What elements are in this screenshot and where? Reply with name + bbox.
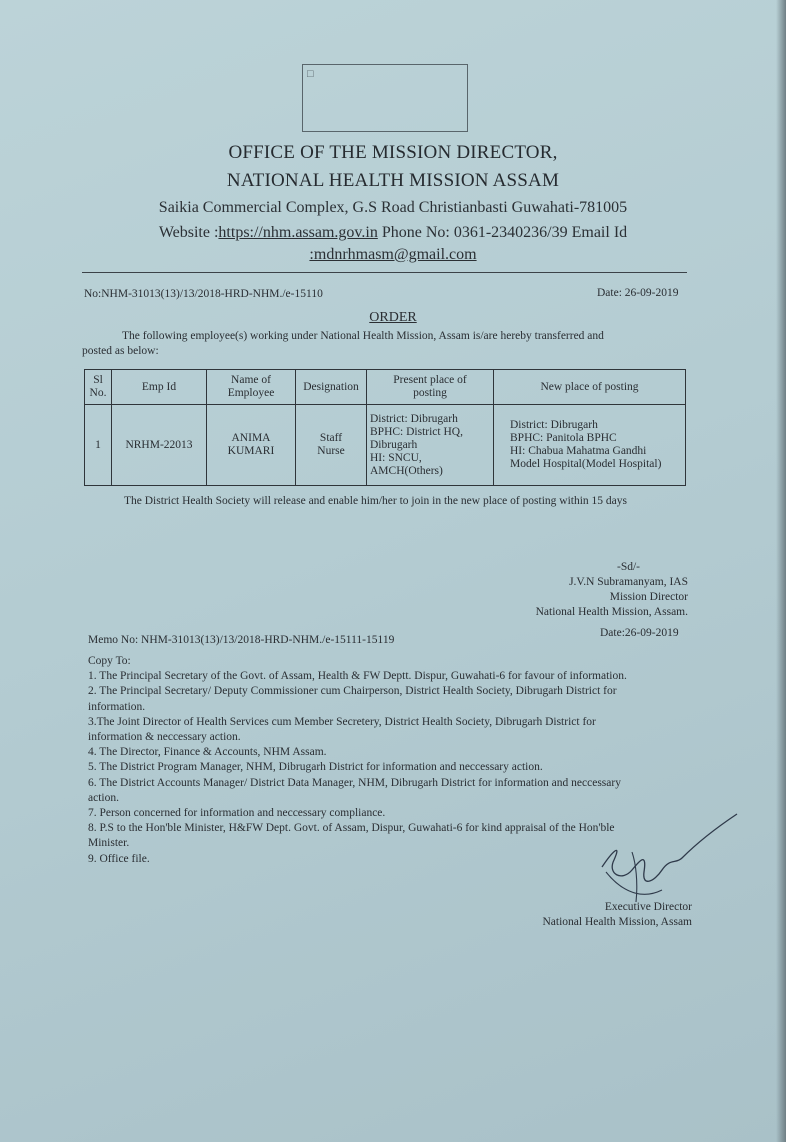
phone-number: Phone No: 0361-2340236/39 xyxy=(381,224,568,241)
cell-name-line1: ANIMA xyxy=(231,432,271,444)
cell-new-place xyxy=(494,405,686,486)
cell-present-line3: Dibrugarh xyxy=(370,438,418,451)
cell-present-line1: District: Dibrugarh xyxy=(370,412,458,425)
header-name-line2: Employee xyxy=(227,387,275,399)
list-item: 2. The Principal Secretary/ Deputy Commissioner cum Chairperson, District Health Society, Dibrugarh District for xyxy=(88,685,617,698)
cell-new-line2: BPHC: Panitola BPHC xyxy=(510,432,617,444)
posting-table xyxy=(84,369,686,486)
office-title-line1: OFFICE OF THE MISSION DIRECTOR, xyxy=(228,142,558,163)
cell-present-line5: AMCH(Others) xyxy=(370,464,443,477)
list-item: action. xyxy=(88,791,119,804)
contact-line xyxy=(0,224,786,242)
table-header-row xyxy=(85,370,686,405)
header-designation: Designation xyxy=(296,370,367,405)
office-title-line2: NATIONAL HEALTH MISSION ASSAM xyxy=(226,170,560,191)
signatory-org: National Health Mission, Assam. xyxy=(535,606,688,618)
order-intro-line1: The following employee(s) working under National Health Mission, Assam is/are hereby transferred and xyxy=(122,330,604,342)
list-item: 7. Person concerned for information and neccessary compliance. xyxy=(88,807,386,820)
header-rule xyxy=(82,272,687,273)
list-item: 6. The District Accounts Manager/ District Data Manager, NHM, Dibrugarh District for information and neccessary xyxy=(88,776,621,789)
header-name xyxy=(207,370,296,405)
cell-designation-line2: Nurse xyxy=(317,445,345,457)
header-name-line1: Name of xyxy=(231,374,271,386)
list-item: 1. The Principal Secretary of the Govt. of Assam, Health & FW Deptt. Dispur, Guwahati-6 for favour of information. xyxy=(88,670,627,683)
list-item: information & neccessary action. xyxy=(88,731,241,744)
table-row xyxy=(85,405,686,486)
email-label: Email Id xyxy=(571,224,628,241)
reference-date: Date: 26-09-2019 xyxy=(597,287,679,299)
email-link[interactable]: :mdnrhmasm@gmail.com xyxy=(309,246,477,263)
cell-sl: 1 xyxy=(85,405,112,486)
list-item: 4. The Director, Finance & Accounts, NHM Assam. xyxy=(88,746,327,759)
cell-new-line1: District: Dibrugarh xyxy=(510,419,598,431)
header-present-line1: Present place of xyxy=(393,374,467,386)
order-heading: ORDER xyxy=(369,310,417,325)
website-label: Website : xyxy=(158,224,219,241)
email-line xyxy=(0,246,786,264)
executive-block xyxy=(543,900,693,930)
signatory-name: J.V.N Subramanyam, IAS xyxy=(569,576,688,588)
office-address: Saikia Commercial Complex, G.S Road Christianbasti Guwahati-781005 xyxy=(158,199,628,216)
list-item: 8. P.S to the Hon'ble Minister, H&FW Dept. Govt. of Assam, Dispur, Guwahati-6 for kind appraisal of the Hon'ble xyxy=(88,822,615,835)
reference-number: No:NHM-31013(13)/13/2018-HRD-NHM./e-15110 xyxy=(84,288,323,300)
cell-new-line4: Model Hospital(Model Hospital) xyxy=(510,458,662,470)
order-intro-line2: posted as below: xyxy=(82,345,159,357)
handwritten-signature xyxy=(592,812,742,912)
memo-number: Memo No: NHM-31013(13)/13/2018-HRD-NHM./e-15111-15119 xyxy=(88,634,395,646)
header-sl-line1: Sl xyxy=(93,374,103,386)
memo-date: Date:26-09-2019 xyxy=(600,627,679,639)
copy-to-heading: Copy To: xyxy=(88,655,131,667)
header-sl-line2: No. xyxy=(89,387,107,399)
list-item: 9. Office file. xyxy=(88,852,150,865)
header-present-place xyxy=(367,370,494,405)
cell-present-line4: HI: SNCU, xyxy=(370,451,422,464)
list-item: 3.The Joint Director of Health Services cum Member Secretery, District Health Society, Dibrugarh District for xyxy=(88,715,596,728)
header-emp-id: Emp Id xyxy=(112,370,207,405)
list-item: 5. The District Program Manager, NHM, Dibrugarh District for information and neccessary action. xyxy=(88,761,543,774)
header-new-place: New place of posting xyxy=(494,370,686,405)
executive-title: Executive Director xyxy=(604,901,692,913)
signatory-title: Mission Director xyxy=(609,591,688,603)
header-present-line2: posting xyxy=(413,387,447,399)
signatory-block xyxy=(536,560,688,620)
cell-new-line3: HI: Chabua Mahatma Gandhi xyxy=(510,445,647,457)
cell-emp-id: NRHM-22013 xyxy=(112,405,207,486)
list-item: information. xyxy=(88,700,146,713)
release-note: The District Health Society will release and enable him/her to join in the new place of posting within 15 days xyxy=(124,495,627,507)
cell-name-line2: KUMARI xyxy=(227,445,275,457)
cell-name xyxy=(207,405,296,486)
cell-designation-line1: Staff xyxy=(319,432,343,444)
cell-designation xyxy=(296,405,367,486)
header-sl xyxy=(85,370,112,405)
signatory-sd: -Sd/- xyxy=(617,561,640,573)
list-item: Minister. xyxy=(88,837,130,850)
website-link[interactable]: https://nhm.assam.gov.in xyxy=(218,224,378,241)
cell-present-place xyxy=(367,405,494,486)
emblem-icon: □ xyxy=(307,68,314,80)
logo-placeholder xyxy=(302,64,468,132)
cell-present-line2: BPHC: District HQ, xyxy=(370,425,463,438)
executive-org: National Health Mission, Assam xyxy=(542,916,692,928)
